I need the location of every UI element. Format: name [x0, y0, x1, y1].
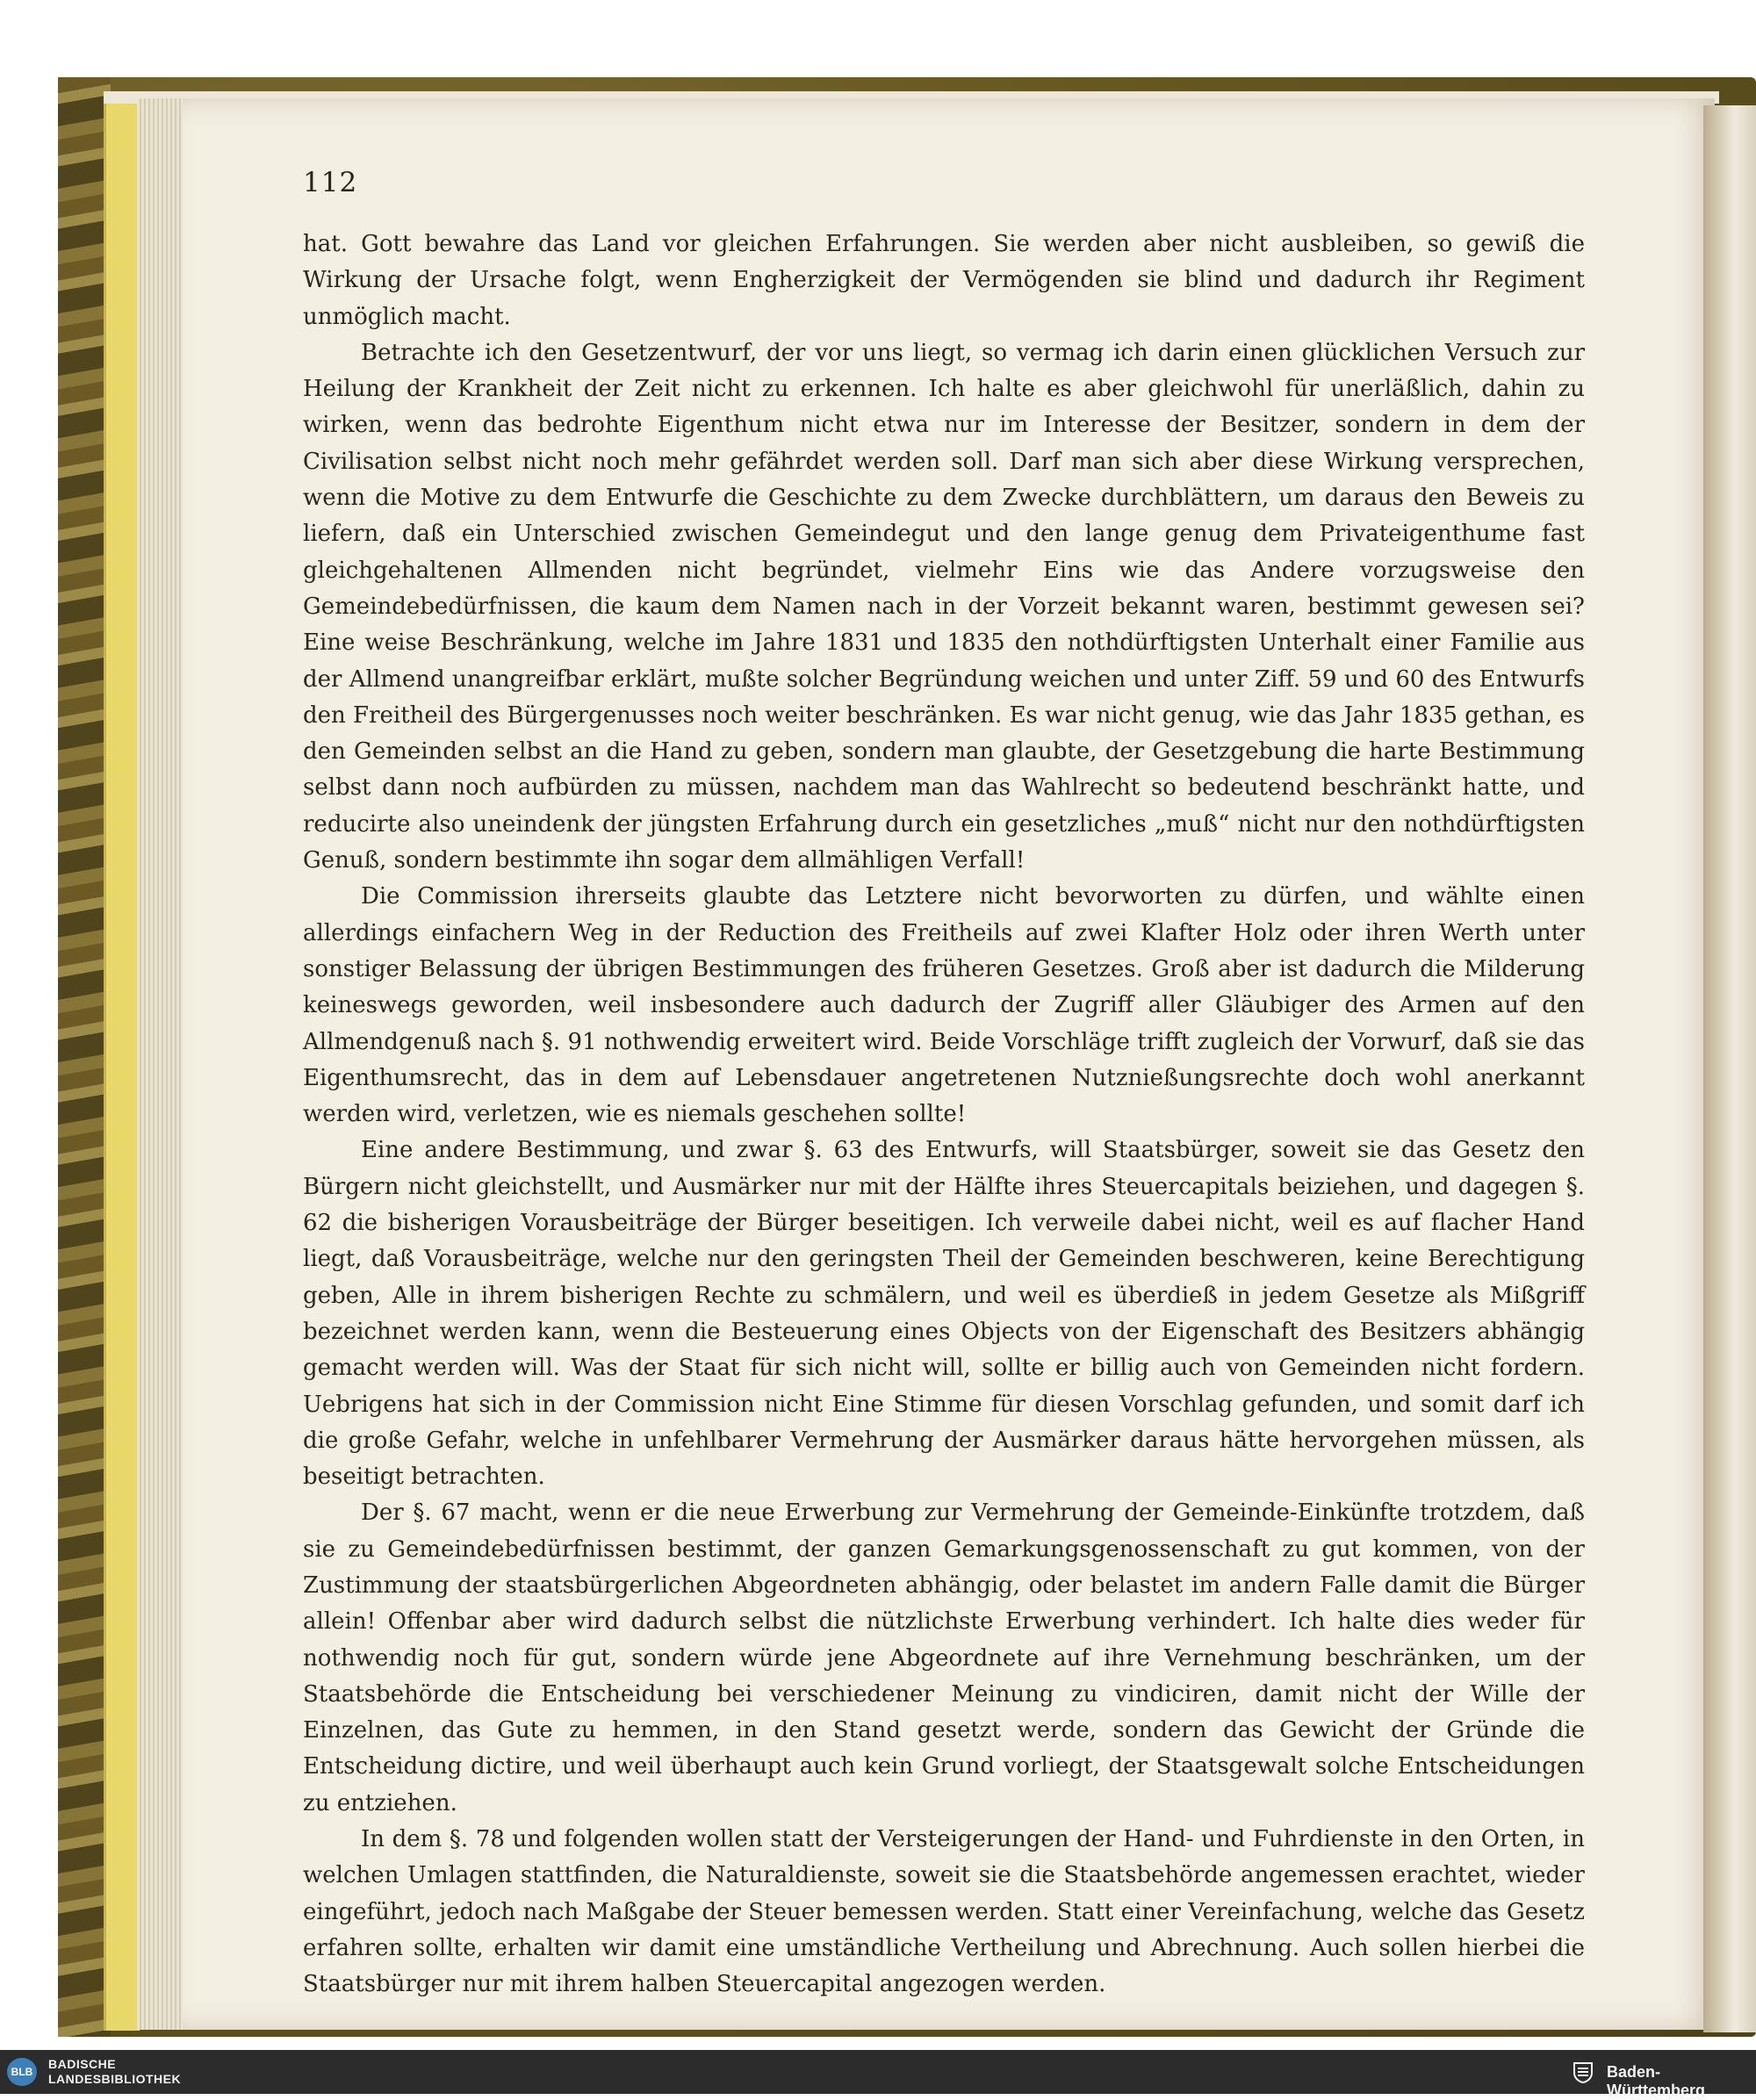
book-gutter — [1703, 105, 1756, 2032]
footer-bar — [0, 2050, 1756, 2099]
paragraph-6: In dem §. 78 und folgenden wollen statt der Versteigerungen der Hand- und Fuhrdienste in den Orten, in welchen Umlagen stattfinden, die Naturaldienste, soweit sie die Staatsbehörde angemessen erachtet, wieder eingeführt, jedoch nach Maßgabe der Steuer bemessen werden. Statt einer Vereinfachung, welche das Gesetz erfahren sollte, erhalten wir damit eine umständliche Vertheilung und Abrechnung. Auch sollen hierbei die Staatsbürger nur mit ihrem halben Steuercapital angezogen werden. — [303, 1826, 1585, 1998]
paragraph-4: Eine andere Bestimmung, und zwar §. 63 des Entwurfs, will Staatsbürger, soweit sie das Gesetz den Bürgern nicht gleichstellt, und Ausmärker nur mit der Hälfte ihres Steuercapitals beiziehen, und dagegen §. 62 die bisherigen Vorausbeiträge der Bürger beseitigen. Ich verweile dabei nicht, weil es auf flacher Hand liegt, daß Vorausbeiträge, welche nur den geringsten Theil der Gemeinden beschweren, keine Berechtigung geben, Alle in ihrem bisherigen Rechte zu schmälern, und weil es überdieß in jedem Gesetze als Mißgriff bezeichnet werden kann, wenn die Besteuerung eines Objects von der Eigenschaft des Besitzers abhängig gemacht werden will. Was der Staat für sich nicht will, sollte er billig auch von Gemeinden nicht fordern. Uebrigens hat sich in der Commission nicht Eine Stimme für diesen Vorschlag gefunden, und somit darf ich die große Gefahr, welche in unfehlbarer Vermehrung der Ausmärker daraus hätte hervorgehen müssen, als beseitigt betrachten. — [303, 1137, 1585, 1491]
blb-logo-icon[interactable]: BLB — [7, 2058, 37, 2086]
paragraph-3: Die Commission ihrerseits glaubte das Letztere nicht bevorworten zu dürfen, und wählte einen allerdings einfachern Weg in der Reduction des Freitheils auf zwei Klafter Holz oder ihren Werth unter sonstiger Belassung der übrigen Bestimmungen des früheren Gesetzes. Groß aber ist dadurch die Milderung keineswegs geworden, weil insbesondere auch dadurch der Zugriff aller Gläubiger des Armen auf den Allmendgenuß nach §. 91 nothwendig erweitert wird. Beide Vorschläge trifft zugleich der Vorwurf, daß sie das Eigenthumsrecht, das in dem auf Lebensdauer angetretenen Nutznießungsrechte doch wohl anerkannt werden wird, verletzen, wie es niemals geschehen sollte! — [303, 883, 1585, 1128]
paragraph-2: Betrachte ich den Gesetzentwurf, der vor uns liegt, so vermag ich darin einen glücklichen Versuch zur Heilung der Krankheit der Zeit nicht zu erkennen. Ich halte es aber gleichwohl für unerläßlich, dahin zu wirken, wenn das bedrohte Eigenthum nicht etwa nur im Interesse der Besitzer, sondern in dem der Civilisation selbst nicht noch mehr gefährdet werden soll. Darf man sich aber diese Wirkung versprechen, wenn die Motive zu dem Entwurfe die Geschichte zu dem Zwecke durchblättern, um daraus den Beweis zu liefern, daß ein Unterschied zwischen Gemeindegut und den lange genug dem Privateigenthume fast gleichgehaltenen Allmenden nicht begründet, vielmehr Eins wie das Andere vorzugsweise den Gemeindebedürfnissen, die kaum dem Namen nach in der Vorzeit bekannt waren, bestimmt gewesen sei? Eine weise Beschränkung, welche im Jahre 1831 und 1835 den nothdürftigsten Unterhalt einer Familie aus der Allmend unangreifbar erklärt, mußte solcher Begründung weichen und unter Ziff. 59 und 60 des Entwurfs den Freitheil des Bürgergenusses noch weiter beschränken. Es war nicht genug, wie das Jahr 1835 gethan, es den Gemeinden selbst an die Hand zu geben, sondern man glaubte, der Gesetzgebung die harte Bestimmung selbst dann noch aufbürden zu müssen, nachdem man das Wahlrecht so bedeutend beschränkt hatte, und reducirte also uneindenk der jüngsten Erfahrung durch ein gesetzliches „muß“ nicht nur den nothdürftigsten Genuß, sondern bestimmte ihn sogar dem allmähligen Verfall! — [303, 339, 1585, 874]
library-name-line2: LANDESBIBLIOTHEK — [48, 2072, 182, 2086]
library-name[interactable] — [48, 2057, 181, 2087]
library-name-line1: BADISCHE — [48, 2057, 117, 2071]
paragraph-1: hat. Gott bewahre das Land vor gleichen Erfahrungen. Sie werden aber nicht ausbleiben, so gewiß die Wirkung der Ursache folgt, wenn Engherzigkeit der Vermögenden sie blind und dadurch ihr Regiment unmöglich macht. — [303, 231, 1585, 330]
page-edge-yellow — [104, 104, 140, 2031]
page-text-block — [303, 227, 1585, 2003]
page-stack-edge — [137, 98, 183, 2030]
page-number: 112 — [303, 167, 358, 198]
cover-marble-edge — [58, 77, 111, 2037]
state-name[interactable]: Baden-Württemberg — [1607, 2063, 1705, 2099]
baden-wuerttemberg-crest-icon — [1572, 2060, 1594, 2083]
paragraph-5: Der §. 67 macht, wenn er die neue Erwerbung zur Vermehrung der Gemeinde-Einkünfte trotzdem, daß sie zu Gemeindebedürfnissen bestimmt, der ganzen Gemarkungsgenossenschaft zu gut kommen, von der Zustimmung der staatsbürgerlichen Abgeordneten abhängig, oder belastet im andern Falle damit die Bürger allein! Offenbar aber wird dadurch selbst die nützlichste Erwerbung verhindert. Ich halte dies weder für nothwendig noch für gut, sondern würde jene Abgeordnete auf ihre Vernehmung beschränken, um der Staatsbehörde die Entscheidung bei verschiedener Meinung zu vindiciren, damit nicht der Wille der Einzelnen, das Gute zu hemmen, in den Stand gesetzt werde, sondern das Gewicht der Gründe die Entscheidung dictire, und weil überhaupt auch kein Grund vorliegt, der Staatsgewalt solche Entscheidungen zu entziehen. — [303, 1499, 1585, 1816]
